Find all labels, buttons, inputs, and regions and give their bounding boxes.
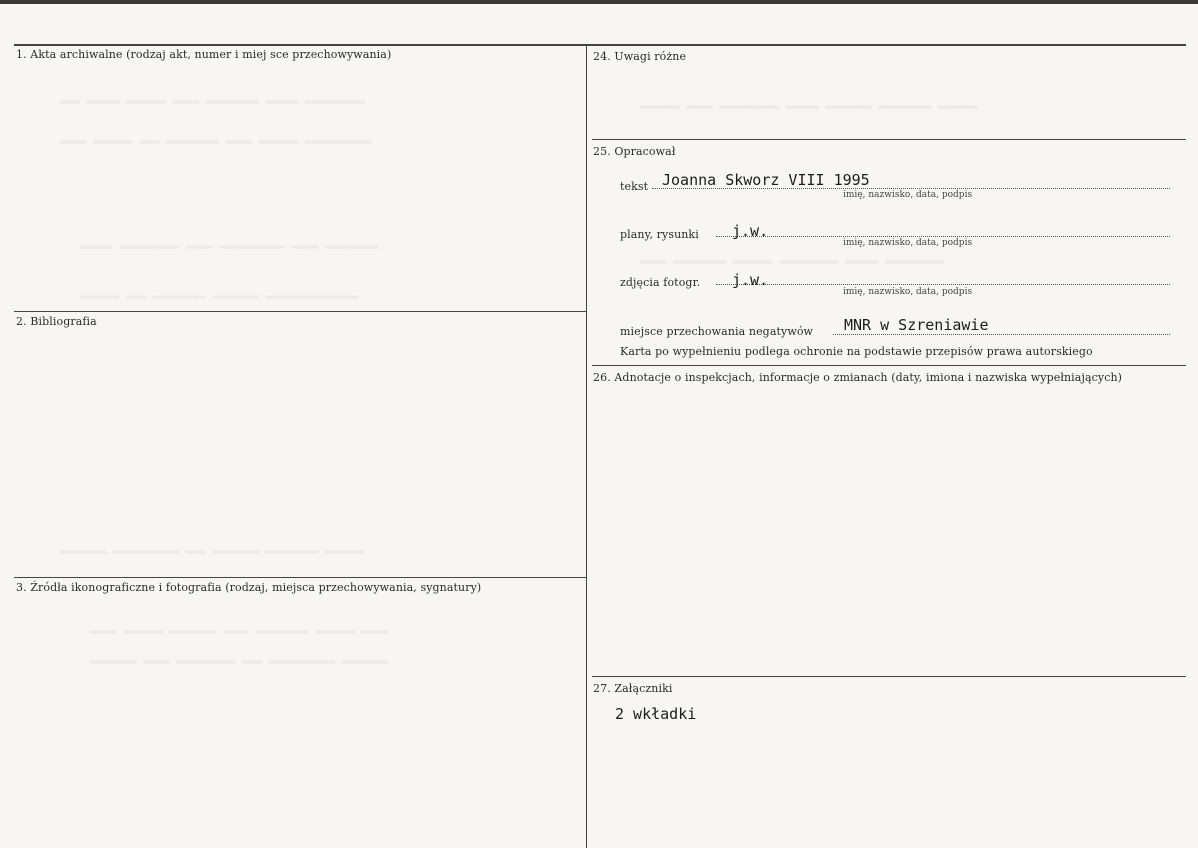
photos-line (716, 284, 1170, 285)
negatives-value: MNR w Szreniawie (844, 316, 989, 334)
drawings-label: plany, rysunki (620, 228, 699, 241)
negatives-label: miejsce przechowania negatywów (620, 325, 814, 338)
rule-s26-s27 (592, 676, 1186, 677)
show-through-text (640, 255, 945, 268)
top-rule (14, 44, 1186, 46)
rule-s25-s26 (592, 365, 1186, 366)
copyright-note: Karta po wypełnieniu podlega ochronie na podstawie przepisów prawa autorskiego (620, 345, 1093, 358)
section-26-label: 26. Adnotacje o inspekcjach, informacje o zmianach (daty, imiona i nazwiska wypełniających) (593, 371, 1123, 384)
author-text-value: Joanna Skworz VIII 1995 (662, 171, 870, 189)
photos-value: j.w. (732, 271, 769, 289)
negatives-line (833, 334, 1170, 335)
rule-s24-s25 (592, 139, 1186, 140)
show-through-text (90, 625, 388, 638)
show-through-text (60, 545, 365, 558)
rule-s2-s3 (14, 577, 586, 578)
attachments-value: 2 wkładki (615, 705, 697, 723)
show-through-text (640, 100, 978, 113)
drawings-caption: imię, nazwisko, data, podpis (843, 238, 973, 248)
drawings-line (716, 236, 1170, 237)
top-edge (0, 0, 1198, 4)
section-2-label: 2. Bibliografia (16, 315, 97, 328)
show-through-text (60, 135, 371, 148)
author-text-label: tekst (620, 180, 649, 193)
section-1-label: 1. Akta archiwalne (rodzaj akt, numer i miej sce przechowywania) (16, 48, 392, 61)
section-24-label: 24. Uwagi różne (593, 50, 687, 63)
photos-caption: imię, nazwisko, data, podpis (843, 287, 973, 297)
photos-label: zdjęcia fotogr. (620, 276, 701, 289)
section-3-label: 3. Źródła ikonograficzne i fotografia (rodzaj, miejsca przechowywania, sygnatury) (16, 581, 482, 594)
show-through-text (60, 95, 365, 108)
author-text-caption: imię, nazwisko, data, podpis (843, 190, 973, 200)
drawings-value: j.w. (732, 222, 769, 240)
show-through-text (90, 655, 388, 668)
rule-s1-s2 (14, 311, 586, 312)
section-27-label: 27. Załączniki (593, 682, 673, 695)
show-through-text (80, 240, 378, 253)
center-divider (586, 44, 587, 848)
show-through-text (80, 290, 358, 303)
section-25-label: 25. Opracował (593, 145, 676, 158)
